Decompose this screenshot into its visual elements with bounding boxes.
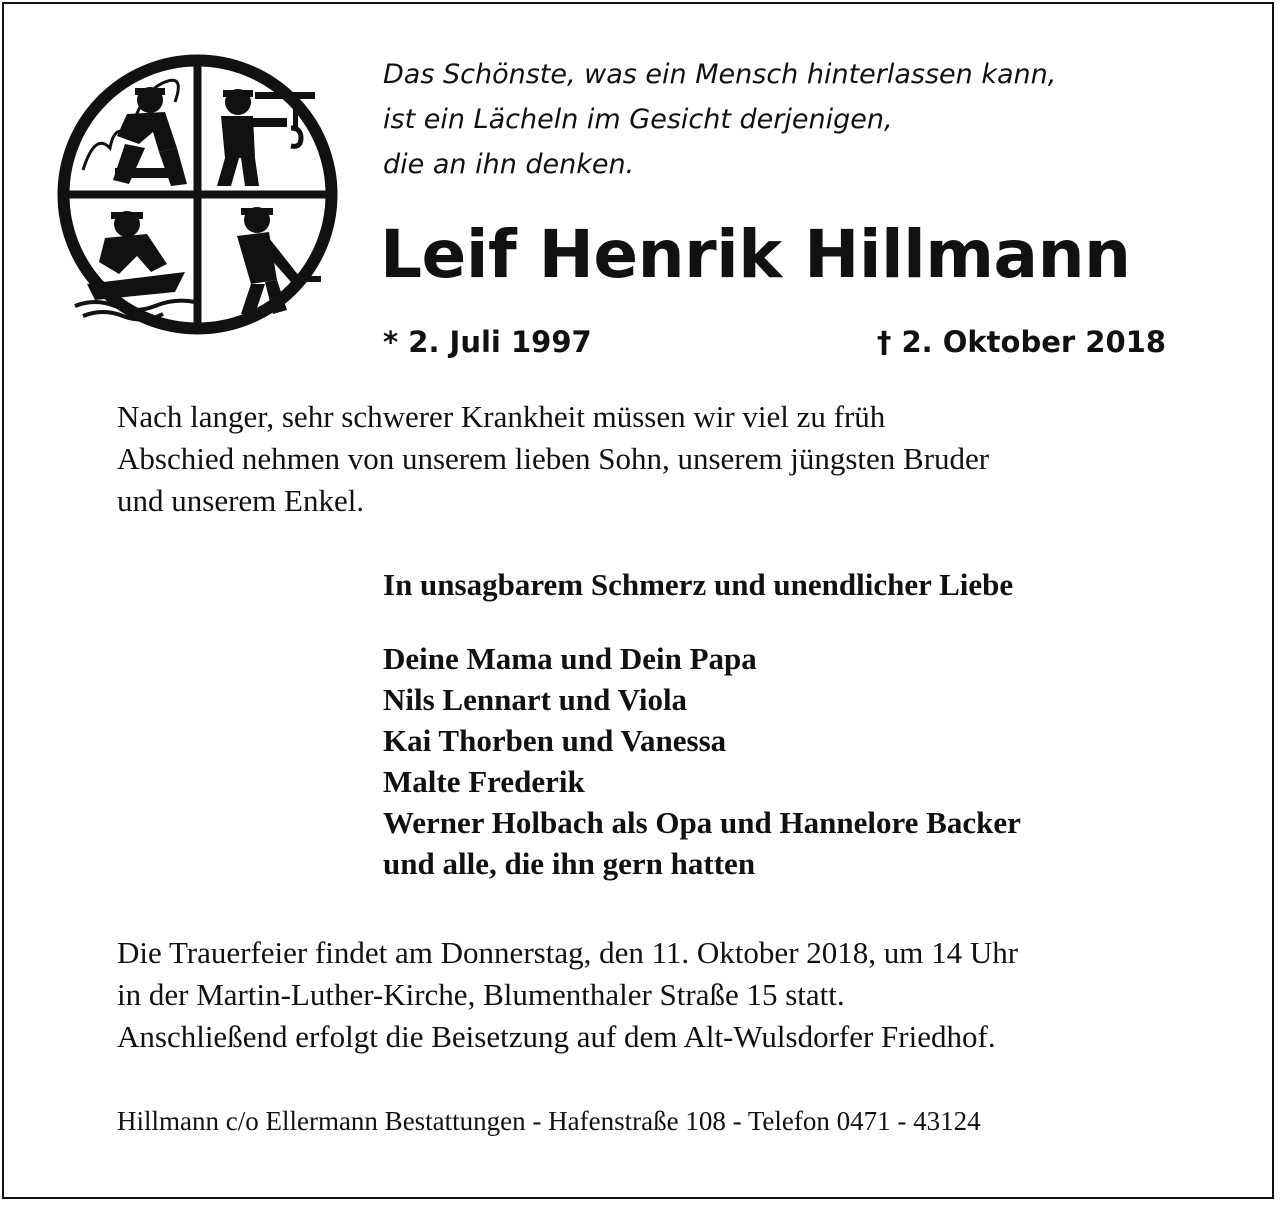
intro-line: Nach langer, sehr schwerer Krankheit müssen wir viel zu früh bbox=[117, 399, 886, 434]
service-line: in der Martin-Luther-Kirche, Blumenthaler Straße 15 statt. bbox=[117, 977, 845, 1012]
intro-text bbox=[117, 396, 989, 522]
service-line: Die Trauerfeier findet am Donnerstag, den 11. Oktober 2018, um 14 Uhr bbox=[117, 935, 1019, 970]
fire-brigade-emblem-icon bbox=[55, 52, 340, 337]
quote-line: die an ihn denken. bbox=[383, 149, 635, 180]
death-date: † 2. Oktober 2018 bbox=[876, 325, 1166, 359]
mourner: Kai Thorben und Vanessa bbox=[383, 723, 727, 758]
quote-line: ist ein Lächeln im Gesicht derjenigen, bbox=[383, 104, 893, 135]
mourner: Malte Frederik bbox=[383, 764, 585, 799]
funeral-home-contact: Hillmann c/o Ellermann Bestattungen - Hafenstraße 108 - Telefon 0471 - 43124 bbox=[117, 1106, 981, 1136]
quote-line: Das Schönste, was ein Mensch hinterlassen kann, bbox=[383, 59, 1057, 90]
mourner: Nils Lennart und Viola bbox=[383, 682, 688, 717]
mourner: Deine Mama und Dein Papa bbox=[383, 641, 757, 676]
intro-line: Abschied nehmen von unserem lieben Sohn, unserem jüngsten Bruder bbox=[117, 441, 990, 476]
mourner: Werner Holbach als Opa und Hannelore Backer bbox=[383, 805, 1021, 840]
birth-date: * 2. Juli 1997 bbox=[383, 325, 592, 359]
mourner: und alle, die ihn gern hatten bbox=[383, 846, 756, 881]
quote bbox=[383, 52, 1056, 187]
intro-line: und unserem Enkel. bbox=[117, 483, 365, 518]
mourners-list bbox=[383, 638, 1021, 884]
service-line: Anschließend erfolgt die Beisetzung auf dem Alt-Wulsdorfer Friedhof. bbox=[117, 1019, 996, 1054]
service-info bbox=[117, 932, 1018, 1058]
motto: In unsagbarem Schmerz und unendlicher Liebe bbox=[383, 567, 1014, 602]
deceased-name: Leif Henrik Hillmann bbox=[380, 216, 1131, 293]
